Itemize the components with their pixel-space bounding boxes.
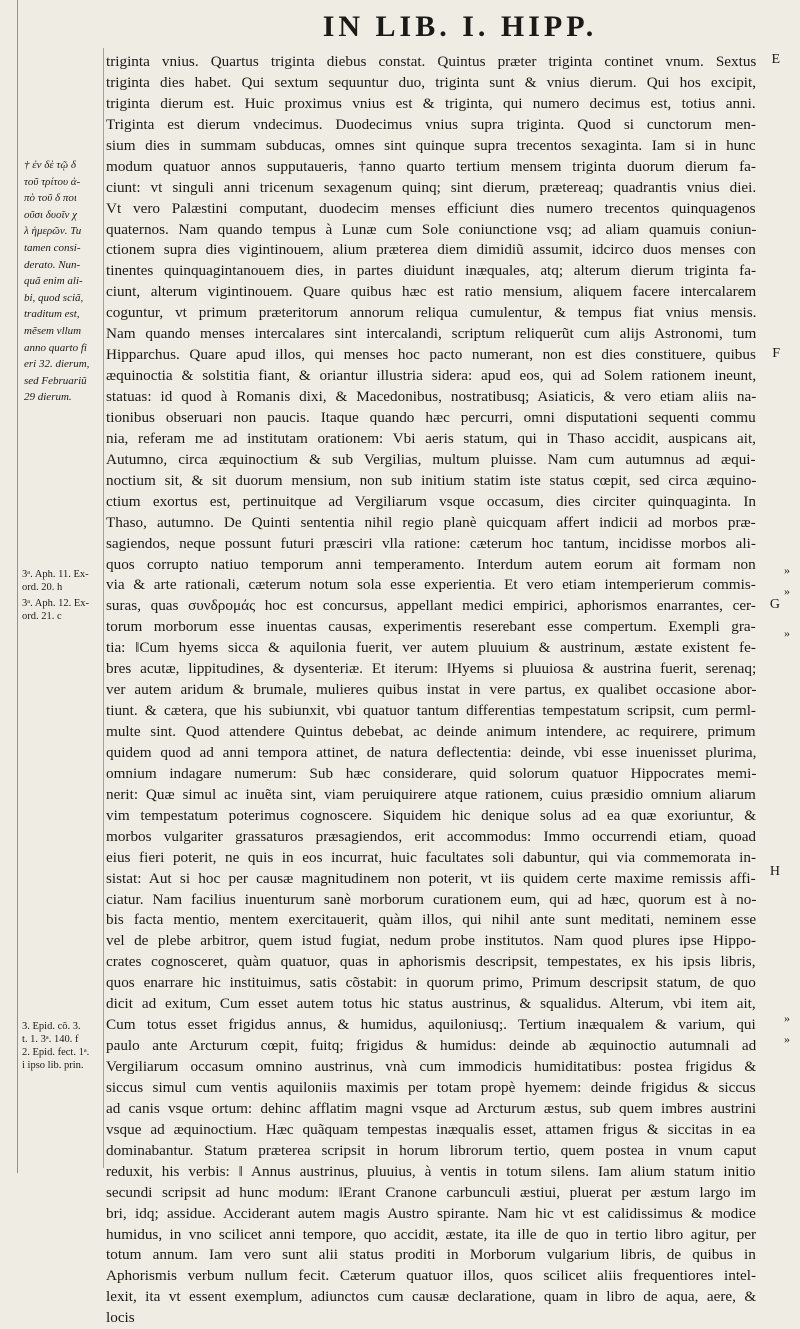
- margin-column-rule: [103, 48, 104, 1168]
- margin-note-line: i ipso lib. prin.: [22, 1060, 84, 1071]
- text-line: via & arte rationali, cæterum notum sola esse experientia. Et vero etiam intemperierum commis-: [106, 576, 756, 594]
- text-line: ciunt, alterum vigintinouem. Quare quibus hæc est ratio mensium, aliquem facere intercalarem: [106, 283, 756, 301]
- text-line: ctium exortus est, pertinuitque ad Vergiliarum vsque occasum, dies circiter quinquaginta. In: [106, 492, 756, 510]
- text-line: Nam quando menses intercalares sint intercalandi, scriptum reliquerũt cum alijs Astronomi, tum: [106, 325, 756, 343]
- margin-note-line: anno quarto fi: [24, 341, 87, 354]
- text-line: triginta vnius. Quartus triginta diebus constat. Quintus præter triginta continet vnum. Sextus: [106, 53, 756, 70]
- text-line: nia, referam me ad institutam orationem: Vbi aeris statum, qui in Thaso accidit, auspicans ait,: [106, 429, 756, 447]
- main-text-block: [106, 52, 756, 1329]
- margin-letter-f: F: [772, 346, 780, 361]
- text-line: bri, idq; assidue. Acciderant autem magis Austro spirante. Nam hic vt est calidissimus & modice: [106, 1204, 756, 1222]
- text-line: Autumno, circa æquinoctium & sub Vergilias, multum pluisse. Nam cum autumnus ad æqui-: [106, 450, 756, 468]
- text-line: tionibus obseruari non paucis. Itaque quando hæc percurri, omni disputationi sequenti commu: [106, 408, 756, 426]
- quote-mark: »: [784, 626, 790, 640]
- margin-note-line: 29 dierum.: [24, 391, 72, 404]
- text-line: modum quatuor annos supputaueris, †anno quarto tertium mensem triginta duorum dierum fa-: [106, 157, 756, 175]
- margin-letter-g: G: [769, 597, 780, 612]
- quote-mark: »: [784, 584, 790, 598]
- margin-note-line: 3ᵃ. Aph. 12. Ex-: [22, 598, 90, 609]
- text-line: Vt vero Palæstini computant, duodecim menses efficiunt dies numero trecentos quinquagenos: [106, 199, 756, 217]
- margin-note-line: 3ᵃ. Aph. 11. Ex-: [22, 569, 89, 580]
- page-edge-rule: [17, 0, 18, 1173]
- margin-note-aph-11: [22, 568, 102, 594]
- text-line: eius fieri poterit, ne quis in eos incurrat, huic facultates soli dabuntur, qui via commemorata in-: [106, 848, 756, 866]
- text-line: Vergiliarum occasum omnino austrinus, vnà cum immodicis humiditatibus: postea frigidus &: [106, 1058, 756, 1075]
- text-line: quos corrupto natiuo temporum anni temperamento. Interdum autem eorum ait formam non: [106, 555, 756, 573]
- text-line: secundi scripsit ad hunc modum: ‖Erant Cranone carbunculi æstiui, pluerat per æstum largo im: [106, 1183, 756, 1201]
- text-line: tiunt. & cætera, que his subiunxit, vbi quatuor tantum differentias tempestatum scripsit, cum perml-: [106, 702, 756, 720]
- text-line: ver autem aridum & brumale, mulieres quibus instat in vere partus, ex qualibet occasione abor-: [106, 681, 756, 699]
- margin-note-line: t. 1. 3ᵃ. 140. f: [22, 1034, 79, 1045]
- text-line: totum annum. Iam vero sunt alii status proditi in Morborum vulgarium libris, de quibus in: [106, 1246, 756, 1264]
- text-line: sium dies in summam subducas, omnes sint quinque supra trecentos sexaginta. Iam si in hunc: [106, 136, 756, 154]
- text-line: dominabantur. Statum præterea scripsit in horum librorum tertio, quem postea in vnum caput: [106, 1141, 756, 1159]
- text-line: siccus simul cum ventis aquiloniis maximis per totam propè hyemem: deinde frigidus & siccus: [106, 1078, 756, 1096]
- text-line: vel de plebe arbitror, quem istud fugiat, nedum probe institutos. Nam quod plures ipse Hippo-: [106, 932, 756, 950]
- text-line: quos enarrare hic instituimus, satis cõstabit: in quorum primo, Primum descripsit statum, de quo: [106, 974, 756, 992]
- running-header: [0, 6, 800, 48]
- text-line: bres acutæ, lippitudines, & dysenteriæ. Et iterum: ‖Hyems si pluuiosa & austrina fuerit, serenaq;: [106, 660, 756, 678]
- margin-note-line: eri 32. dierum,: [24, 358, 90, 371]
- margin-note-line: οῦσι δυοῖν χ: [24, 208, 77, 221]
- text-line: lexit, ita vt essent exemplum, adiunctos cum causæ declaratione, quam in libro de aqua, aere, &: [106, 1288, 756, 1306]
- text-line: ctionem supra dies vigintinouem, alium præterea diem dimidiũ assumit, idcirco duos menses con: [106, 241, 756, 259]
- margin-note-line: sed Februariũ: [24, 374, 87, 387]
- text-line: ciunt: vt singuli anni tricenum sexagenum quinq; sint dierum, prætereaq; quadrantis vnius diei.: [106, 178, 756, 196]
- quote-mark: »: [784, 1011, 790, 1025]
- text-line: vsque ad æquinoctium. Hæc quãquam tempestas inæqualis esset, attamen frigus & siccitas in ea: [106, 1120, 756, 1138]
- margin-note-line: mẽsem vllum: [24, 324, 82, 337]
- text-line: dicit ad exitum, Cum esset autem totus hic status austrinus, & squalidus. Alterum, vbi item ait,: [106, 995, 756, 1013]
- text-line: crates cognosceret, quàm quatuor, quas in aphorismis descripsit, tempestates, ex his ipsis libris,: [106, 953, 756, 971]
- margin-note-line: τοῦ τρίτου ἀ-: [24, 175, 81, 188]
- text-line: nerit: Quæ simul ac inuẽta sint, viam peruiquirere atque rationem, cuius præsidio omnium aliarum: [106, 785, 756, 803]
- text-line: coguntur, vt primum præteritorum annorum reliqua cumulentur, & tempus fiat vnius mensis.: [106, 304, 756, 322]
- quote-mark: »: [784, 563, 790, 577]
- text-line: reduxit, his verbis: ‖ Annus austrinus, pluuius, à ventis in totum silens. Iam alium statum initio: [106, 1162, 756, 1180]
- text-line: ciatur. Nam facilius inuenturum sanè morborum curationem eum, qui ad hæc, quorum est à no-: [106, 890, 756, 908]
- text-line: suras, quas συνδρομάς hoc est concursus, appellant medici empirici, aphorismos enarrantes, cer-: [106, 597, 756, 615]
- margin-note-line: ord. 21. c: [22, 611, 62, 622]
- margin-note-aph-12: [22, 597, 102, 623]
- margin-note-epid: [22, 1020, 102, 1072]
- margin-note-line: λ ἡμερῶν. Tu: [24, 225, 82, 238]
- text-line: humidus, in vno scilicet anni tempore, quo accidit, æstate, ita ille de quo in tertio libro agitur, per: [106, 1225, 756, 1243]
- text-line: Thaso, autumno. De Quinti sententia nihil regio planè quicquam affert indicii ad morbos præ-: [106, 513, 756, 531]
- margin-note-line: traditum est,: [24, 308, 80, 321]
- text-line: noctium sit, & sit duorum mensium, non sub initium statim iste status cœpit, sed circa æquino-: [106, 471, 756, 489]
- margin-letter-h: H: [769, 864, 780, 879]
- text-line: paulo ante Arcturum cœpit, fuitq; frigidus & humidus: deinde ab æquinoctio autumnali ad: [106, 1037, 756, 1055]
- margin-note-line: derato. Nun-: [24, 258, 81, 271]
- text-line: sagiendos, neque possunt futuri præsciri vlla ratione: cæterum hoc tantum, incidisse morbos ali-: [106, 534, 756, 552]
- text-line: vim tempestatum poterimus cognoscere. Siquidem hic denique solus ad ea quæ exoriuntur, &: [106, 806, 756, 824]
- quote-mark: »: [784, 1032, 790, 1046]
- text-line: tinentes quinquagintanouem dies, in partes diuidunt inæquales, atq; alterum dierum triginta fa-: [106, 262, 756, 280]
- text-line: æquinoctia & solstitia fiant, & oriantur illustria sidera: apud eos, qui ad Solem rationem ineunt,: [106, 367, 756, 385]
- margin-note-line: tamen consi-: [24, 241, 81, 254]
- text-line: locis: [106, 1309, 135, 1327]
- margin-note-line: ord. 20. h: [22, 582, 63, 593]
- text-line: triginta dierum est. Huic proximus vnius est & triginta, qui numero decimus est, totius anni.: [106, 94, 756, 112]
- text-line: ad canis vsque ortum: dehinc afflatim magni vsque ad Arcturum æstus, sub quem imbres austrini: [106, 1099, 756, 1117]
- margin-note-line: quã enim ali-: [24, 275, 83, 288]
- text-line: omnium indagare numerum: Sub hæc considerare, quid solorum quatuor Hippocrates memi-: [106, 764, 756, 782]
- text-line: quaternos. Nam quando tempus à Lunæ cum Sole coniunctione vsq; ad aliam quamuis coniun-: [106, 220, 756, 238]
- margin-note-greek: [24, 157, 102, 406]
- margin-letter-e: E: [771, 52, 780, 67]
- text-line: Aphorismis verbum nullum fecit. Cæterum quatuor illos, quos scilicet aliis frequentiores intel-: [106, 1267, 756, 1285]
- text-line: bis facta mentio, mentem exercitauerit, quàm illos, qui nihil ante sunt meditati, neminem esse: [106, 911, 756, 929]
- text-line: statuas: id quod à Romanis dixi, & Macedonibus, nostratibusq; Asiaticis, & vero etiam aliis na-: [106, 388, 756, 405]
- margin-note-line: πὸ τοῦ δ ποι: [24, 192, 77, 205]
- text-line: triginta dies habet. Qui sextum sequuntur duo, triginta sunt & vnius dierum. Qui hos excipit,: [106, 73, 756, 91]
- text-line: Hipparchus. Quare apud illos, qui menses hoc pacto numerant, non est dies constituere, quibus: [106, 346, 756, 364]
- text-line: Triginta est dierum vndecimus. Duodecimus vnius supra triginta. Quod si cunctorum men-: [106, 115, 756, 133]
- text-line: Cum totus esset frigidus annus, & humidus, aquiloniusq;. Tertium inæqualem & varium, qui: [106, 1016, 756, 1034]
- margin-note-line: † ἐν δὲ τῷ δ: [24, 159, 76, 171]
- text-line: multe sint. Quod attendere Quintus debebat, ac deinde animum intendere, ac requirere, primum: [106, 723, 756, 740]
- text-line: tia: ‖Cum hyems sicca & aquilonia fuerit, ver autem pluuium & austrinum, æstate existent fe-: [106, 639, 756, 657]
- text-line: morbos vulgariter grassaturos præsagiendos, erit accommodus: Immo occurrendi etiam, quoad: [106, 827, 756, 845]
- text-line: torum morborum esse inuentas causas, experimentis reserebant esse compertum. Exempli gra-: [106, 618, 756, 636]
- margin-note-line: 2. Epid. fect. 1ᵃ.: [22, 1047, 90, 1058]
- margin-note-line: bi, quod sciã,: [24, 291, 84, 304]
- text-line: quidem quod ad anni tempora attinet, de natura deflectentia: deinde, vbi esse inuenisset plurima,: [106, 743, 756, 761]
- margin-note-line: 3. Epid. cõ. 3.: [22, 1021, 81, 1032]
- running-header-title: IN LIB. I. HIPP.: [322, 10, 598, 43]
- text-line: sistat: Aut si hoc per causæ magnitudinem non poterit, vt iis quidem certe maxime remissis affi-: [106, 869, 756, 887]
